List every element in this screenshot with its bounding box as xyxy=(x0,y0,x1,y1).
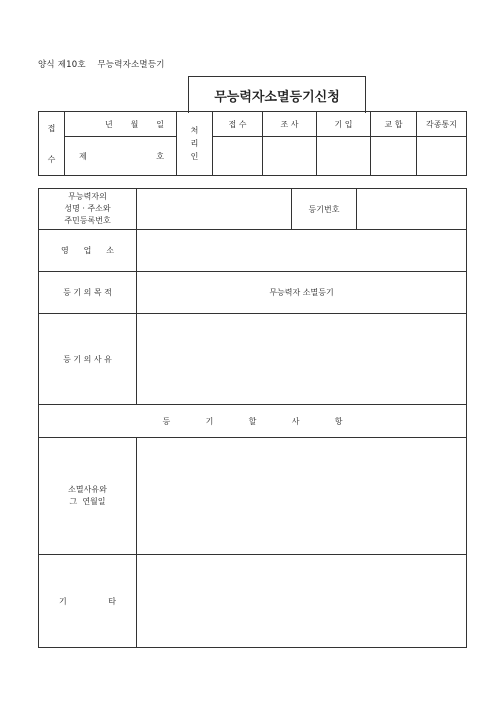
reason-label: 등 기 의 사 유 xyxy=(39,314,137,405)
col-receipt: 접 수 xyxy=(213,112,263,137)
receipt-number: 제 호 xyxy=(65,137,177,176)
other-field[interactable] xyxy=(137,555,467,648)
business-field[interactable] xyxy=(137,230,467,272)
stamp-entry[interactable] xyxy=(317,137,371,176)
col-entry: 기 입 xyxy=(317,112,371,137)
reason-field[interactable] xyxy=(137,314,467,405)
purpose-value: 무능력자 소멸등기 xyxy=(137,272,467,314)
col-notices: 각종통지 xyxy=(417,112,467,137)
col-collation: 교 합 xyxy=(371,112,417,137)
receipt-date: 년 월 일 xyxy=(65,112,177,137)
extinction-field[interactable] xyxy=(137,438,467,555)
stamp-investigation[interactable] xyxy=(263,137,317,176)
stamp-collation[interactable] xyxy=(371,137,417,176)
extinction-label: 소멸사유와 그 연월일 xyxy=(39,438,137,555)
purpose-label: 등 기 의 목 적 xyxy=(39,272,137,314)
stamp-receipt[interactable] xyxy=(213,137,263,176)
col-investigation: 조 사 xyxy=(263,112,317,137)
items-header: 등 기 할 사 항 xyxy=(39,405,467,438)
stamp-notices[interactable] xyxy=(417,137,467,176)
other-label: 기 타 xyxy=(39,555,137,648)
form-number: 양식 제10호 xyxy=(38,60,86,70)
business-label: 영 업 소 xyxy=(39,230,137,272)
reg-no-field[interactable] xyxy=(357,189,467,230)
application-table xyxy=(38,188,467,648)
form-label xyxy=(38,58,165,70)
form-name: 무능력자소멸등기 xyxy=(97,60,165,70)
person-label: 무능력자의 성명 · 주소와 주민등록번호 xyxy=(39,189,137,230)
document-title: 무능력자소멸등기신청 xyxy=(188,76,366,113)
receipt-side-label: 접 수 xyxy=(39,112,65,176)
handler-label: 처 리 인 xyxy=(177,112,213,176)
receipt-table xyxy=(38,111,467,176)
reg-no-label: 등기번호 xyxy=(292,189,357,230)
person-field[interactable] xyxy=(137,189,292,230)
